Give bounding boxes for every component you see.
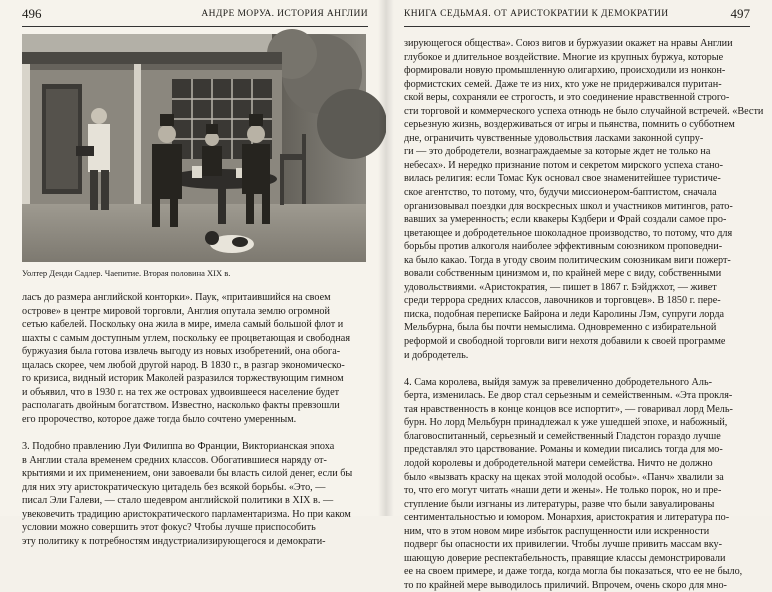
text-line: сти торговой и коммерческого успеха отнюдь не было случайной встречей. «Вести <box>404 105 764 117</box>
text-line: ним, что в этом новом мире избыток распущенности или искренности <box>404 525 710 537</box>
text-line: серьезную жизнь, воздерживаться от игры и пьянства, помнить о субботнем <box>404 119 735 131</box>
text-line: глубокое и длительное воздействие. Многие из крупных буржуа, которые <box>404 51 724 63</box>
text-line: и объявил, что в 1930 г. на тех же островах удвоившееся население будет <box>22 386 340 398</box>
text-line: дне, ограничить чувственные удовольствия ласками законной супру- <box>404 132 704 144</box>
text-line: формировали новую промышленную олигархию, происходили из нонкон- <box>404 65 726 77</box>
text-line: его пророчество, которое даже тогда было сочтено умеренным. <box>22 413 297 425</box>
text-line: цветающее и добродетельное шоколадное производство, то потому, что для <box>404 227 733 239</box>
tea-party-illustration <box>22 34 366 262</box>
right-running-head <box>404 8 750 27</box>
text-line: Мельбурна, была бы почти немыслима. Одновременно с избирательной <box>404 322 717 334</box>
text-line <box>404 362 750 376</box>
text-line: формистских семей. Даже те из них, кто уже не придерживался пуритан- <box>404 78 722 90</box>
text-line: условии можно совершить этот фокус? Чтобы лучше приспособить <box>22 522 316 534</box>
text-line: благовоспитанный, серьезный и семейственный Гладстон гораздо лучше <box>404 430 721 442</box>
text-line: борьбы против алкоголя наиболее эффективным союзником проповедни- <box>404 241 723 253</box>
text-line: буржуазия была готова извлечь выгоду из новых изобретений, она обога- <box>22 346 341 358</box>
text-line <box>22 426 366 440</box>
text-line: организовывал поездки для воскресных школ и участников митингов, рато- <box>404 200 733 212</box>
text-line: небесах». И нередко признание потом и секретом мирского успеха стано- <box>404 159 724 171</box>
text-line: для них эту аристократическую цитадель без всякой борьбы. «Это, — <box>22 481 326 493</box>
text-line: лодой королевы и добродетельной матери семейства. Ничто не должно <box>404 457 713 469</box>
text-line: увековечить традицию аристократического парламентаризма. Но при каком <box>22 508 351 520</box>
text-line: 4. Сама королева, выйдя замуж за превеличенно добродетельного Аль- <box>404 376 712 388</box>
text-line: щалась скорее, чем любой другой народ. В 1830 г., в разгар экономическо- <box>22 359 345 371</box>
text-line: вилась религия: если Томас Кук основал свое знаменитейшее туристиче- <box>404 173 721 185</box>
text-line: реформой и свободной торговли виги нехотя добавили к своей программе <box>404 336 726 348</box>
text-line: го кризиса, видный историк Маколей разразился торжествующим гимном <box>22 373 344 385</box>
text-line: сетью кабелей. Поскольку она жила в мире, имела самый большой флот и <box>22 319 344 331</box>
tea-party-image <box>22 34 366 262</box>
text-line: ка было какао. Тогда в угоду своим политическим союзникам виги пожерт- <box>404 254 731 266</box>
text-line: вавших за умеренность; если квакеры Кэдбери и Фрай создали самое про- <box>404 214 727 226</box>
text-line: берта, изменилась. Ее двор стал серьезным и семейственным. «Эта прокля- <box>404 390 733 402</box>
right-body-text <box>404 37 764 592</box>
text-line: тая нравственность в конце концов все испортит», — говаривал лорд Мель- <box>404 403 733 415</box>
text-line: зирующегося общества». Союз вигов и буржуазии окажет на нравы Англии <box>404 38 733 49</box>
text-line: крытиями и их применением, они завоевали бы власть силой денег, если бы <box>22 468 353 480</box>
text-line: ги — это добродетели, вознаграждаемые за которые ждет не только на <box>404 146 711 158</box>
left-page <box>0 0 386 547</box>
left-running-head <box>22 8 368 27</box>
left-running-title: АНДРЕ МОРУА. ИСТОРИЯ АНГЛИИ <box>201 9 368 19</box>
text-line: ское агентство, то потому, что, будучи миссионером-баптистом, сначала <box>404 187 717 199</box>
text-line: писал Эли Галеви, — стало шедевром английской политики в XIX в. — <box>22 495 334 507</box>
text-line: бурн. Но лорд Мельбурн принадлежал к уже ушедшей эпохе, и набожный, <box>404 417 728 429</box>
text-line: представлял это царствование. Романы и комедии писались тогда для мо- <box>404 444 723 456</box>
figure-caption: Уолтер Денди Садлер. Чаепитие. Вторая половина XIX в. <box>22 268 231 278</box>
text-line: и добродетель. <box>404 349 469 361</box>
text-line: острове» в центре мировой торговли, Англия опутала землю огромной <box>22 305 330 317</box>
text-line: ласъ до размера английской конторки». Паук, «притаившийся на своем <box>22 292 331 303</box>
text-line: среди террора средних классов, лавочников и торговцев». В 1850 г. пере- <box>404 295 721 307</box>
text-line: 3. Подобно правлению Луи Филиппа во Франции, Викторианская эпоха <box>22 441 335 453</box>
text-line: эту политику к потребностям индустриализирующегося и демократи- <box>22 535 326 547</box>
text-line: ее на своем примере, и даже тогда, когда могла бы показаться, что ее не было, <box>404 566 743 578</box>
text-line: писка, подобная переписке Байрона и леди Каролины Лэм, супруги лорда <box>404 308 725 320</box>
text-line: ской веры, сохраняли ее строгость, и это соединение нравственной строго- <box>404 92 730 104</box>
text-line: удовольствиями. «Аристократия, — пишет в 1867 г. Бэйджхот, — живет <box>404 281 717 293</box>
right-page-number: 497 <box>730 6 750 21</box>
right-page <box>386 0 772 591</box>
text-line: ступление были изгнаны из литературы, разве что были завуалированы <box>404 498 715 510</box>
left-page-number: 496 <box>22 6 42 21</box>
text-line: то, что его могут читать «наши дети и жены». Не только порок, но и пре- <box>404 485 722 497</box>
text-line: то по крайней мере выводилось приличий. Впрочем, очень скоро для мно- <box>404 579 727 591</box>
text-line: было «вызвать краску на щеках этой молодой особы». «Панч» хвалили за <box>404 471 724 483</box>
left-body-text <box>22 291 366 548</box>
text-line: в Англии стала временем средних классов. Обогатившиеся наряду от- <box>22 454 327 466</box>
text-line: подверг бы опасности их привилегии. Чтобы лучше привить массам вку- <box>404 539 723 551</box>
text-line: вовали собственным цинизмом и, по крайней мере с виду, собственными <box>404 268 722 280</box>
text-line: шахты с самым доступным углем, поскольку ее процветающая и свободная <box>22 332 351 344</box>
text-line: сентиментальностью и юмором. Монархия, аристократия и литература по- <box>404 512 730 524</box>
text-line: шающую доверие респектабельность, правящие классы демонстрировали <box>404 552 726 564</box>
right-running-title: КНИГА СЕДЬМАЯ. ОТ АРИСТОКРАТИИ К ДЕМОКРАТИИ <box>404 9 669 19</box>
text-line: располагать двойным богатством. Известно, насколько факты превзошли <box>22 400 340 412</box>
